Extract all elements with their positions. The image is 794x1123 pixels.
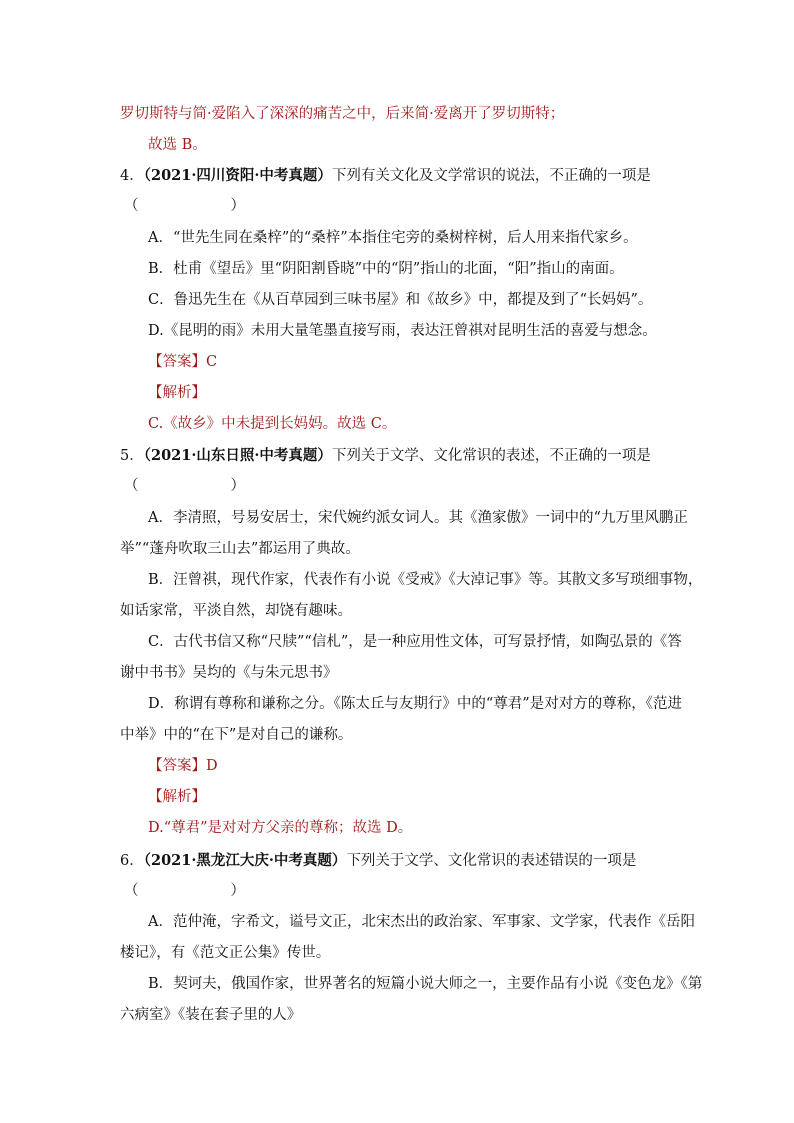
answer-blank: （ ） — [124, 883, 245, 899]
question-number: 4． — [120, 168, 144, 184]
option-c: C．古代书信又称“尺牍”“信札”，是一种应用性文体，可写景抒情，如陶弘景的《答 — [148, 634, 682, 650]
answer-value: C — [206, 354, 218, 370]
option-a: A．范仲淹，字希文，谥号文正，北宋杰出的政治家、军事家、文学家，代表作《岳阳 — [148, 914, 695, 930]
option-d: D.《昆明的雨》未用大量笔墨直接写雨，表达汪曾祺对昆明生活的喜爱与想念。 — [148, 323, 657, 339]
answer-line — [148, 352, 217, 372]
answer-value: D — [206, 758, 218, 774]
answer-label: 【答案】 — [148, 354, 206, 370]
analysis-text: C.《故乡》中未提到长妈妈。故选 C。 — [148, 416, 397, 432]
option-a: A．李清照，号易安居士，宋代婉约派女词人。其《渔家傲》一词中的“九万里风鹏正 — [148, 510, 688, 526]
answer-blank: （ ） — [124, 198, 245, 214]
option-d: D．称谓有尊称和谦称之分。《陈太丘与友期行》中的“尊君”是对对方的尊称，《范进 — [148, 696, 682, 712]
analysis-label: 【解析】 — [148, 789, 206, 805]
question-4-header — [120, 166, 651, 186]
option-b-continued: 六病室》《装在套子里的人》 — [120, 1007, 302, 1023]
option-c: C．鲁迅先生在《从百草园到三味书屋》和《故乡》中，都提及到了“长妈妈”。 — [148, 292, 653, 308]
question-source: （2021·黑龙江大庆·中考真题） — [143, 852, 347, 869]
prev-analysis-line: 罗切斯特与简·爱陷入了深深的痛苦之中，后来简·爱离开了罗切斯特； — [120, 106, 565, 122]
prev-analysis-conclusion: 故选 B。 — [148, 137, 207, 153]
analysis-label: 【解析】 — [148, 385, 206, 401]
option-a: A．“世先生同在桑梓”的“桑梓”本指住宅旁的桑树梓树，后人用来指代家乡。 — [148, 230, 638, 246]
answer-blank: （ ） — [124, 478, 245, 494]
option-c-continued: 谢中书书》吴均的《与朱元思书》 — [120, 665, 338, 681]
question-stem: 下列有关文化及文学常识的说法，不正确的一项是 — [331, 168, 651, 184]
option-a-continued: 举”“蓬舟吹取三山去”都运用了典故。 — [120, 541, 360, 557]
option-b: B．汪曾祺，现代作家，代表作有小说《受戒》《大淖记事》等。其散文多写琐细事物， — [148, 572, 703, 588]
question-number: 5． — [120, 448, 144, 464]
option-b: B．契诃夫，俄国作家，世界著名的短篇小说大师之一，主要作品有小说《变色龙》《第 — [148, 976, 703, 992]
question-source: （2021·四川资阳·中考真题） — [143, 167, 332, 184]
analysis-text: D.“尊君”是对对方父亲的尊称；故选 D。 — [148, 820, 413, 836]
question-6-header — [120, 851, 636, 871]
option-a-continued: 楼记》，有《范文正公集》传世。 — [120, 945, 331, 961]
question-5-header — [120, 446, 651, 466]
option-d-continued: 中举》中的“在下”是对自己的谦称。 — [120, 727, 353, 743]
option-b: B．杜甫《望岳》里“阴阳割昏晓”中的“阴”指山的北面，“阳”指山的南面。 — [148, 261, 624, 277]
question-stem: 下列关于文学、文化常识的表述错误的一项是 — [346, 853, 637, 869]
answer-line — [148, 756, 218, 776]
question-stem: 下列关于文学、文化常识的表述，不正确的一项是 — [331, 448, 651, 464]
answer-label: 【答案】 — [148, 758, 206, 774]
question-number: 6． — [120, 853, 144, 869]
option-b-continued: 如话家常，平淡自然，却饶有趣味。 — [120, 603, 352, 619]
question-source: （2021·山东日照·中考真题） — [143, 447, 332, 464]
